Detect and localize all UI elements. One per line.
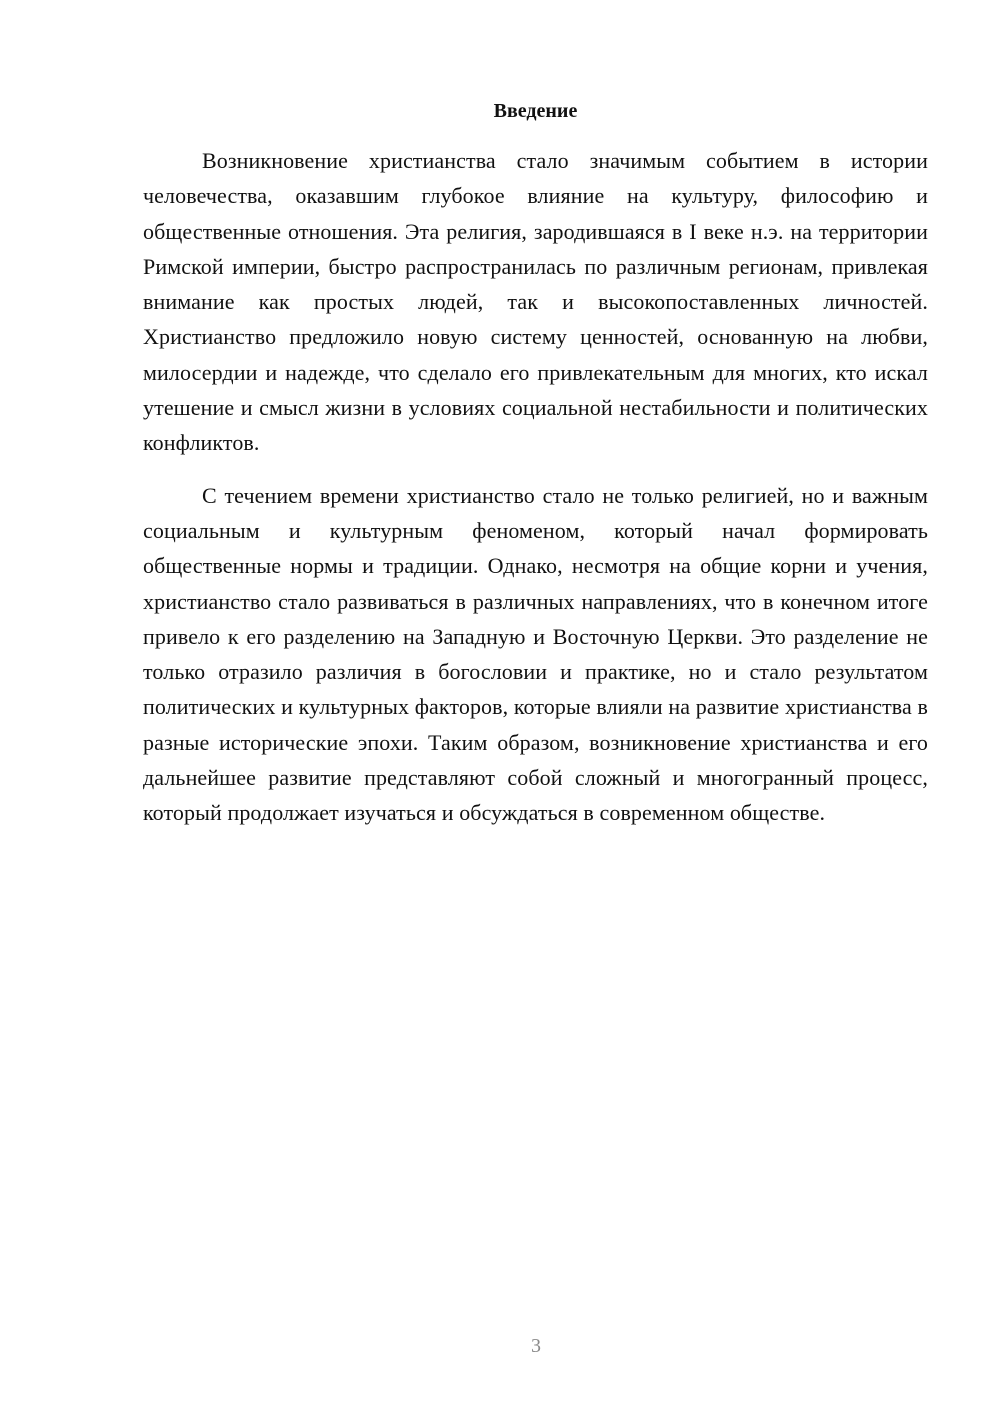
page-title: Введение (493, 100, 578, 122)
body-text (143, 143, 928, 831)
paragraph-2: С течением времени христианство стало не только религией, но и важным социальным и культурным феноменом, который начал формировать общественные нормы и традиции. Однако, несмотря на общие корни и учения, христианство стало развиваться в различных направлениях, что в конечном итоге привело к его разделению на Западную и Восточную Церкви. Это разделение не только отразило различия в богословии и практике, но и стало результатом политических и культурных факторов, которые влияли на развитие христианства в разные исторические эпохи. Таким образом, возникновение христианства и его дальнейшее развитие представляют собой сложный и многогранный процесс, который продолжает изучаться и обсуждаться в современном обществе. (143, 482, 928, 826)
paragraph-1: Возникновение христианства стало значимым событием в истории человечества, оказавшим глубокое влияние на культуру, философию и общественные отношения. Эта религия, зародившаяся в I веке н.э. на территории Римской империи, быстро распространилась по различным регионам, привлекая внимание как простых людей, так и высокопоставленных личностей. Христианство предложило новую систему ценностей, основанную на любви, милосердии и надежде, что сделало его привлекательным для многих, кто искал утешение и смысл жизни в условиях социальной нестабильности и политических конфликтов. (143, 148, 928, 456)
page-number: 3 (531, 1335, 541, 1357)
